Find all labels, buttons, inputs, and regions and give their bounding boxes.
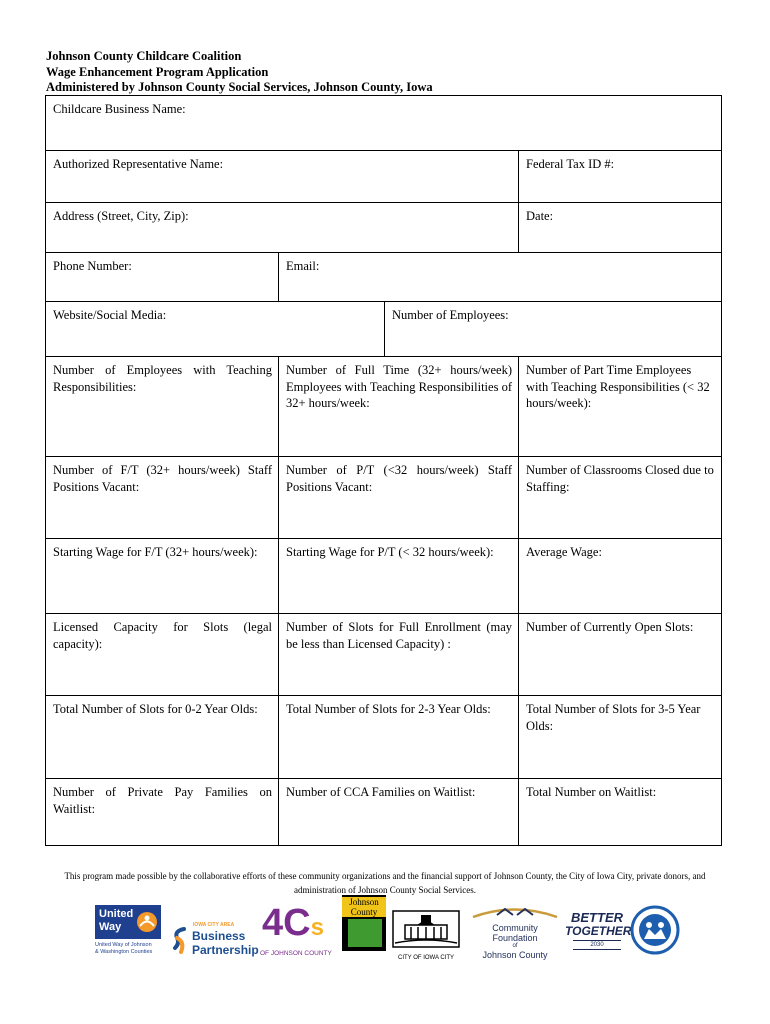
slots-0-2-label: Total Number of Slots for 0-2 Year Olds: (53, 702, 258, 716)
fourcs-text: 4C (262, 902, 311, 944)
business-name-label: Childcare Business Name: (53, 102, 186, 116)
website-field[interactable] (46, 302, 385, 357)
part-time-teaching-label: Number of Part Time Employees with Teaching Responsibilities (< 32 hours/week): (526, 363, 710, 410)
johnson-county-logo (342, 895, 386, 951)
footer-note: This program made possible by the collaborative efforts of these community organizations and the financial support of Johnson County, the City of Iowa City, private donors, and administration of Johnson County Social Services. (64, 871, 706, 895)
teaching-employees-field[interactable] (46, 357, 279, 457)
bp-top-text: IOWA CITY AREA (193, 922, 235, 928)
start-wage-pt-label: Starting Wage for P/T (< 32 hours/week): (286, 545, 494, 559)
total-waitlist-label: Total Number on Waitlist: (526, 785, 657, 799)
ft-vacant-field[interactable] (46, 457, 279, 539)
seal-icon (630, 905, 680, 955)
pt-vacant-label: Number of P/T (<32 hours/week) Staff Positions Vacant: (286, 463, 512, 494)
phone-field[interactable] (46, 253, 279, 302)
full-time-teaching-label: Number of Full Time (32+ hours/week) Employees with Teaching Responsibilities of 32+ hours/week: (286, 363, 512, 410)
business-partnership-logo (171, 920, 263, 965)
tax-id-field[interactable] (519, 151, 722, 203)
bp-mark-icon (171, 926, 189, 958)
slots-0-2-field[interactable] (46, 696, 279, 779)
slots-2-3-label: Total Number of Slots for 2-3 Year Olds: (286, 702, 491, 716)
licensed-capacity-field[interactable] (46, 614, 279, 696)
representative-name-field[interactable] (46, 151, 519, 203)
united-way-subtitle-2: & Washington Counties (95, 949, 153, 955)
num-employees-field[interactable] (385, 302, 722, 357)
phone-label: Phone Number: (53, 259, 132, 273)
start-wage-ft-field[interactable] (46, 539, 279, 614)
private-pay-waitlist-label: Number of Private Pay Families on Waitlist: (53, 785, 272, 816)
start-wage-ft-label: Starting Wage for F/T (32+ hours/week): (53, 545, 258, 559)
jc-title (342, 897, 386, 917)
ft-vacant-label: Number of F/T (32+ hours/week) Staff Positions Vacant: (53, 463, 272, 494)
open-slots-label: Number of Currently Open Slots: (526, 620, 694, 634)
form-header (46, 49, 433, 96)
tax-id-label: Federal Tax ID #: (526, 157, 615, 171)
header-subtitle: Wage Enhancement Program Application (46, 64, 269, 79)
teaching-employees-label: Number of Employees with Teaching Responsibilities: (53, 363, 272, 394)
jc-green-shape (348, 919, 382, 947)
num-employees-label: Number of Employees: (392, 308, 509, 322)
united-way-logo (95, 905, 167, 967)
united-way-badge (95, 905, 161, 939)
county-seal-logo (630, 905, 680, 955)
address-field[interactable] (46, 203, 519, 253)
email-field[interactable] (279, 253, 722, 302)
address-label: Address (Street, City, Zip): (53, 209, 189, 223)
iowa-city-text: CITY OF IOWA CITY (397, 955, 454, 961)
better-together-logo (565, 910, 632, 961)
full-enrollment-field[interactable] (279, 614, 519, 696)
header-administrator: Administered by Johnson County Social Services, Johnson County, Iowa (46, 80, 433, 94)
cf-text-1: Community (492, 923, 538, 933)
united-way-hand-icon (136, 911, 158, 933)
cf-text-4: Johnson County (482, 950, 548, 960)
bt-text-1: BETTER (571, 910, 623, 925)
full-time-teaching-field[interactable] (279, 357, 519, 457)
website-label: Website/Social Media: (53, 308, 167, 322)
header-title: Johnson County Childcare Coalition (46, 49, 242, 63)
cca-waitlist-label: Number of CCA Families on Waitlist: (286, 785, 476, 799)
united-way-subtitle-1: United Way of Johnson (95, 942, 152, 948)
cf-arc-icon (467, 906, 563, 918)
cf-text-3: of (512, 943, 518, 949)
slots-3-5-label: Total Number of Slots for 3-5 Year Olds: (526, 702, 701, 733)
jc-text-2: County (350, 907, 378, 917)
date-label: Date: (526, 209, 554, 223)
cf-text-2: Foundation (492, 933, 538, 943)
classrooms-closed-label: Number of Classrooms Closed due to Staffing: (526, 463, 714, 494)
bp-text-1: Business (192, 929, 246, 943)
fourcs-wordmark (262, 903, 324, 948)
jc-block (342, 895, 386, 951)
sponsor-logos (95, 895, 675, 965)
fourcs-logo (260, 903, 340, 963)
united-way-text-1: United (99, 908, 134, 920)
united-way-text-2: Way (99, 921, 122, 933)
start-wage-pt-field[interactable] (279, 539, 519, 614)
fourcs-s-text: s (310, 914, 324, 941)
licensed-capacity-label: Licensed Capacity for Slots (legal capacity): (53, 620, 272, 651)
fourcs-subtitle: OF JOHNSON COUNTY (260, 950, 332, 957)
slots-2-3-field[interactable] (279, 696, 519, 779)
classrooms-closed-field[interactable] (519, 457, 722, 539)
bt-text-2: TOGETHER (565, 924, 632, 938)
community-foundation-logo (467, 905, 563, 963)
private-pay-waitlist-field[interactable] (46, 779, 279, 846)
part-time-teaching-field[interactable] (519, 357, 722, 457)
avg-wage-label: Average Wage: (526, 545, 602, 559)
jc-text-1: Johnson (349, 897, 379, 907)
iowa-city-logo (391, 909, 463, 965)
slots-3-5-field[interactable] (519, 696, 722, 779)
cca-waitlist-field[interactable] (279, 779, 519, 846)
bt-text-3: 2030 (573, 940, 621, 950)
business-name-field[interactable] (46, 96, 722, 151)
representative-name-label: Authorized Representative Name: (53, 157, 224, 171)
bp-text-2: Partnership (192, 943, 259, 957)
total-waitlist-field[interactable] (519, 779, 722, 846)
pt-vacant-field[interactable] (279, 457, 519, 539)
full-enrollment-label: Number of Slots for Full Enrollment (may be less than Licensed Capacity) : (286, 620, 512, 651)
avg-wage-field[interactable] (519, 539, 722, 614)
email-label: Email: (286, 259, 320, 273)
old-capitol-icon (391, 909, 461, 949)
date-field[interactable] (519, 203, 722, 253)
application-form-table (45, 95, 722, 846)
open-slots-field[interactable] (519, 614, 722, 696)
